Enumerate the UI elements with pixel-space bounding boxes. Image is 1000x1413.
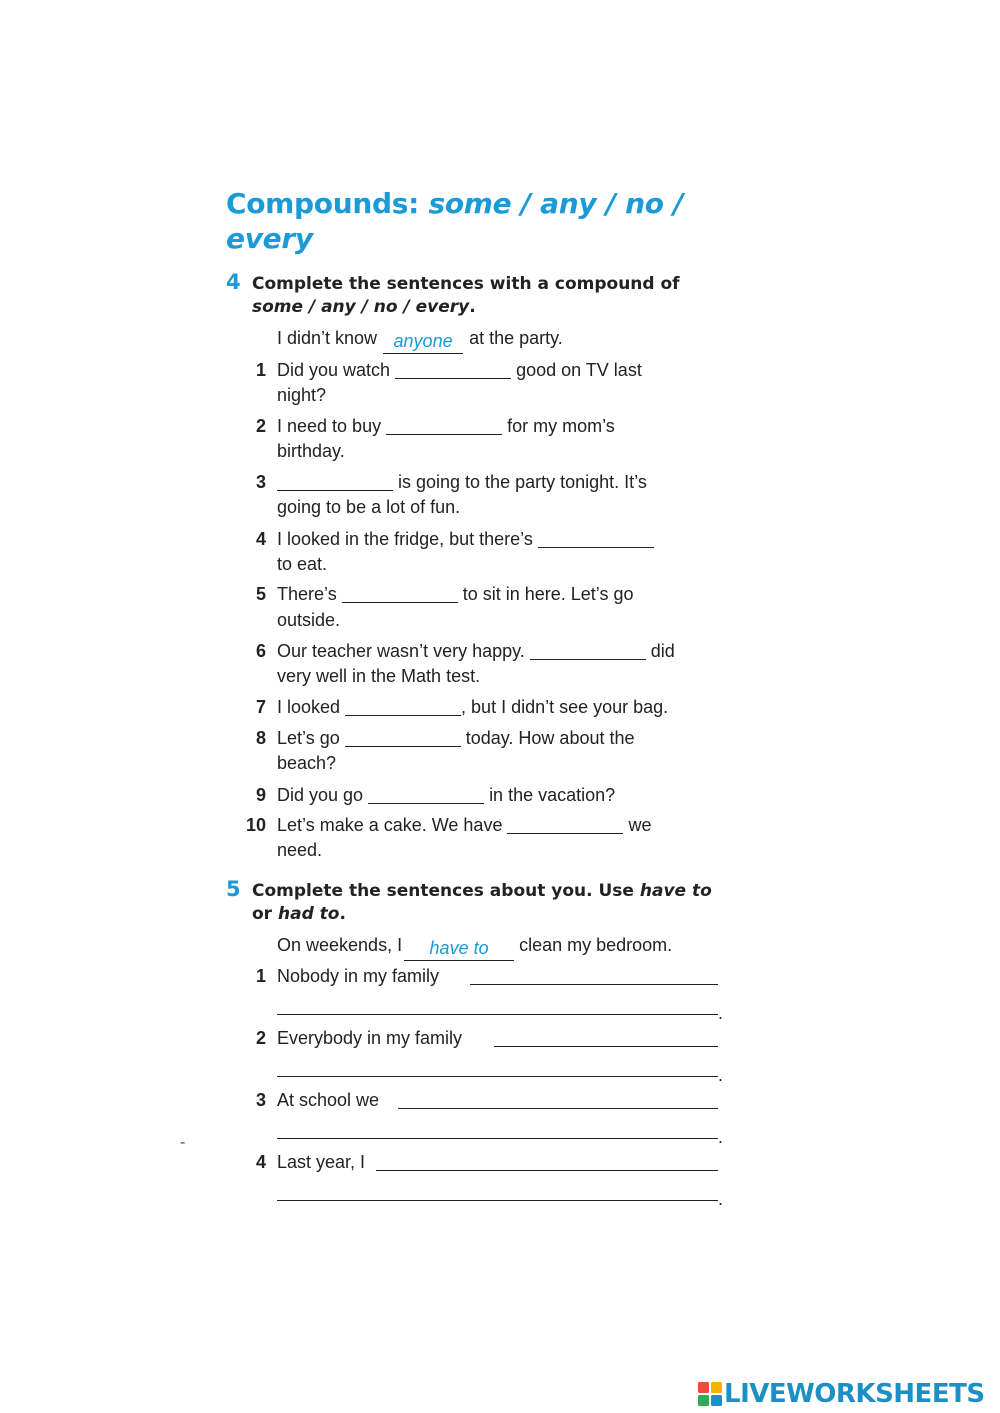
- item-number: 1: [255, 360, 266, 380]
- answer-line[interactable]: [277, 1200, 718, 1201]
- answer-line[interactable]: [494, 1046, 718, 1047]
- stray-mark: -: [180, 1134, 186, 1151]
- item-number: 2: [255, 416, 266, 436]
- answer-blank[interactable]: [368, 785, 484, 804]
- exercise-4-item-3: is going to the party tonight. It’s: [277, 469, 647, 495]
- item-number: 7: [255, 697, 266, 717]
- item-number: 3: [255, 472, 266, 492]
- exercise-5-instruction: Complete the sentences about you. Use have to or had to.: [252, 881, 712, 924]
- answer-line[interactable]: [277, 1138, 718, 1139]
- answer-blank[interactable]: [345, 728, 461, 747]
- item-continuation: outside.: [277, 610, 341, 630]
- item-number: 4: [255, 1152, 266, 1172]
- example-answer: have to: [404, 938, 514, 961]
- item-continuation: beach?: [277, 753, 337, 773]
- exercise-4-item-1: Did you watch good on TV last: [277, 360, 642, 380]
- page-title: [226, 186, 746, 256]
- answer-blank[interactable]: [342, 584, 458, 603]
- item-number: 8: [255, 728, 266, 748]
- item-number: 10: [245, 815, 266, 835]
- item-continuation: birthday.: [277, 441, 345, 461]
- answer-blank[interactable]: [386, 416, 502, 435]
- period: .: [718, 1127, 724, 1147]
- item-number: 9: [255, 785, 266, 805]
- period: .: [718, 1189, 724, 1209]
- period: .: [718, 1003, 724, 1023]
- answer-line[interactable]: [277, 1076, 718, 1077]
- exercise-4-instruction: Complete the sentences with a compound of some / any / no / every.: [252, 274, 680, 317]
- exercise-5-item-1: Nobody in my family: [277, 966, 440, 986]
- exercise-4-item-10: Let’s make a cake. We have we: [277, 815, 652, 835]
- answer-line[interactable]: [376, 1170, 718, 1171]
- exercise-5-item-4: Last year, I: [277, 1152, 366, 1172]
- exercise-5-item-3: At school we: [277, 1090, 380, 1110]
- exercise-5-number: 5: [226, 877, 241, 901]
- title-italic-line2: every: [226, 222, 313, 255]
- exercise-4-item-9: Did you go in the vacation?: [277, 785, 616, 805]
- item-continuation: need.: [277, 840, 323, 860]
- answer-blank[interactable]: [277, 472, 393, 491]
- exercise-4-item-2: I need to buy for my mom’s: [277, 416, 615, 436]
- answer-blank[interactable]: [538, 529, 654, 548]
- item-number: 3: [255, 1090, 266, 1110]
- period: .: [718, 1065, 724, 1085]
- exercise-4-item-4: I looked in the fridge, but there’s: [277, 526, 659, 552]
- answer-blank[interactable]: [395, 360, 511, 379]
- item-number: 2: [255, 1028, 266, 1048]
- answer-blank[interactable]: [507, 815, 623, 834]
- item-number: 5: [255, 584, 266, 604]
- exercise-4-number: 4: [226, 270, 241, 294]
- item-number: 6: [255, 641, 266, 661]
- title-italic-line1: some / any / no /: [428, 187, 684, 220]
- item-number: 4: [255, 529, 266, 549]
- answer-blank[interactable]: [530, 641, 646, 660]
- answer-line[interactable]: [277, 1014, 718, 1015]
- item-number: 1: [255, 966, 266, 986]
- answer-blank[interactable]: [345, 697, 461, 716]
- liveworksheets-logo-text: LIVEWORKSHEETS: [724, 1379, 985, 1409]
- example-answer: anyone: [383, 331, 463, 354]
- item-continuation: going to be a lot of fun.: [277, 497, 461, 517]
- title-prefix: Compounds:: [226, 187, 420, 220]
- liveworksheets-logo: [698, 1378, 985, 1410]
- exercise-5-item-2: Everybody in my family: [277, 1028, 463, 1048]
- item-continuation: very well in the Math test.: [277, 666, 481, 686]
- liveworksheets-logo-icon: [698, 1382, 722, 1406]
- item-continuation: night?: [277, 385, 327, 405]
- exercise-4-item-5: There’s to sit in here. Let’s go: [277, 584, 634, 604]
- exercise-4-item-8: Let’s go today. How about the: [277, 728, 635, 748]
- exercise-4-item-7: I looked , but I didn’t see your bag.: [277, 697, 669, 717]
- exercise-4-example: I didn’t know anyone at the party.: [277, 325, 563, 351]
- exercise-5-example: On weekends, I have to clean my bedroom.: [277, 932, 672, 958]
- item-continuation: to eat.: [277, 554, 328, 574]
- answer-line[interactable]: [470, 984, 718, 985]
- exercise-4-item-6: Our teacher wasn’t very happy. did: [277, 641, 675, 661]
- answer-line[interactable]: [398, 1108, 718, 1109]
